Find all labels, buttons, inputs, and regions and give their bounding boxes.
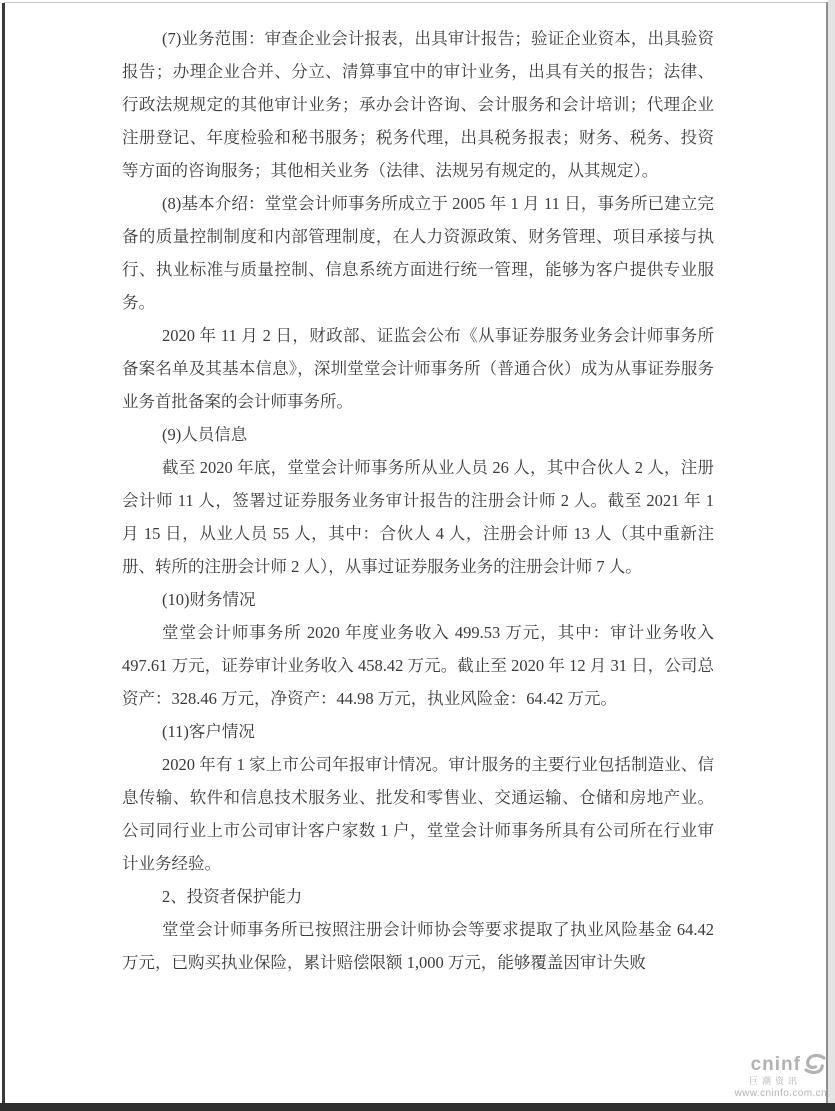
cninfo-logo-text: cninf: [750, 1053, 801, 1075]
paragraph-filing-announcement: 2020 年 11 月 2 日，财政部、证监会公布《从事证券服务业务会计师事务所备案名单及其基本信息》，深圳堂堂会计师事务所（普通合伙）成为从事证券服务业务首批备案的会计师事务所。: [122, 326, 714, 411]
page-right-edge-shade: [828, 0, 835, 1111]
cninfo-watermark: [735, 1053, 827, 1099]
cninfo-swirl-icon: [803, 1053, 827, 1075]
paragraph-financial-details: 堂堂会计师事务所 2020 年度业务收入 499.53 万元，其中：审计业务收入 497.61 万元，证券审计业务收入 458.42 万元。截止至 2020 年 12 月 31 日，公司总资产：328.46 万元，净资产：44.98 万元，执业风险金：64.42 万元。: [122, 623, 714, 708]
paragraph-basic-introduction: (8)基本介绍：堂堂会计师事务所成立于 2005 年 1 月 11 日，事务所已建立完备的质量控制制度和内部管理制度，在人力资源政策、财务管理、项目承接与执行、执业标准与质量控制、信息系统方面进行统一管理，能够为客户提供专业服务。: [122, 194, 714, 312]
cninfo-url: www.cninfo.com.cn: [734, 1088, 827, 1099]
page-left-edge-line: [2, 3, 5, 1111]
paragraph-personnel-details: 截至 2020 年底，堂堂会计师事务所从业人员 26 人，其中合伙人 2 人，注册会计师 11 人，签署过证券服务业务审计报告的注册会计师 2 人。截至 2021 年 1 月 15 日，从业人员 55 人，其中：合伙人 4 人，注册会计师 13 人（其中重新注册、转所的注册会计师 2 人），从事过证券服务业务的注册会计师 7 人。: [122, 458, 714, 576]
heading-client-status: (11)客户情况: [162, 722, 255, 741]
page-right-edge-line: [826, 2, 828, 1111]
document-content: [122, 22, 714, 979]
paragraph-business-scope: (7)业务范围：审查企业会计报表，出具审计报告；验证企业资本，出具验资报告；办理企业合并、分立、清算事宜中的审计业务，出具有关的报告；法律、行政法规规定的其他审计业务；承办会计咨询、会计服务和会计培训；代理企业注册登记、年度检验和秘书服务；税务代理，出具税务报表；财务、税务、投资等方面的咨询服务；其他相关业务（法律、法规另有规定的，从其规定）。: [122, 29, 714, 180]
heading-financial-status: (10)财务情况: [162, 590, 256, 609]
paragraph-client-details: 2020 年有 1 家上市公司年报审计情况。审计服务的主要行业包括制造业、信息传输、软件和信息技术服务业、批发和零售业、交通运输、仓储和房地产业。公司同行业上市公司审计客户家数 1 户，堂堂会计师事务所具有公司所在行业审计业务经验。: [122, 755, 714, 873]
page-top-edge-line: [4, 2, 826, 3]
heading-personnel-info: (9)人员信息: [162, 425, 248, 444]
page-bottom-edge-bar: [0, 1103, 835, 1111]
paragraph-investor-protection-details: 堂堂会计师事务所已按照注册会计师协会等要求提取了执业风险基金 64.42 万元，已购买执业保险，累计赔偿限额 1,000 万元，能够覆盖因审计失败: [122, 920, 714, 972]
cninfo-chinese-name: 巨潮资讯: [748, 1076, 801, 1086]
heading-investor-protection: 2、投资者保护能力: [162, 887, 303, 906]
